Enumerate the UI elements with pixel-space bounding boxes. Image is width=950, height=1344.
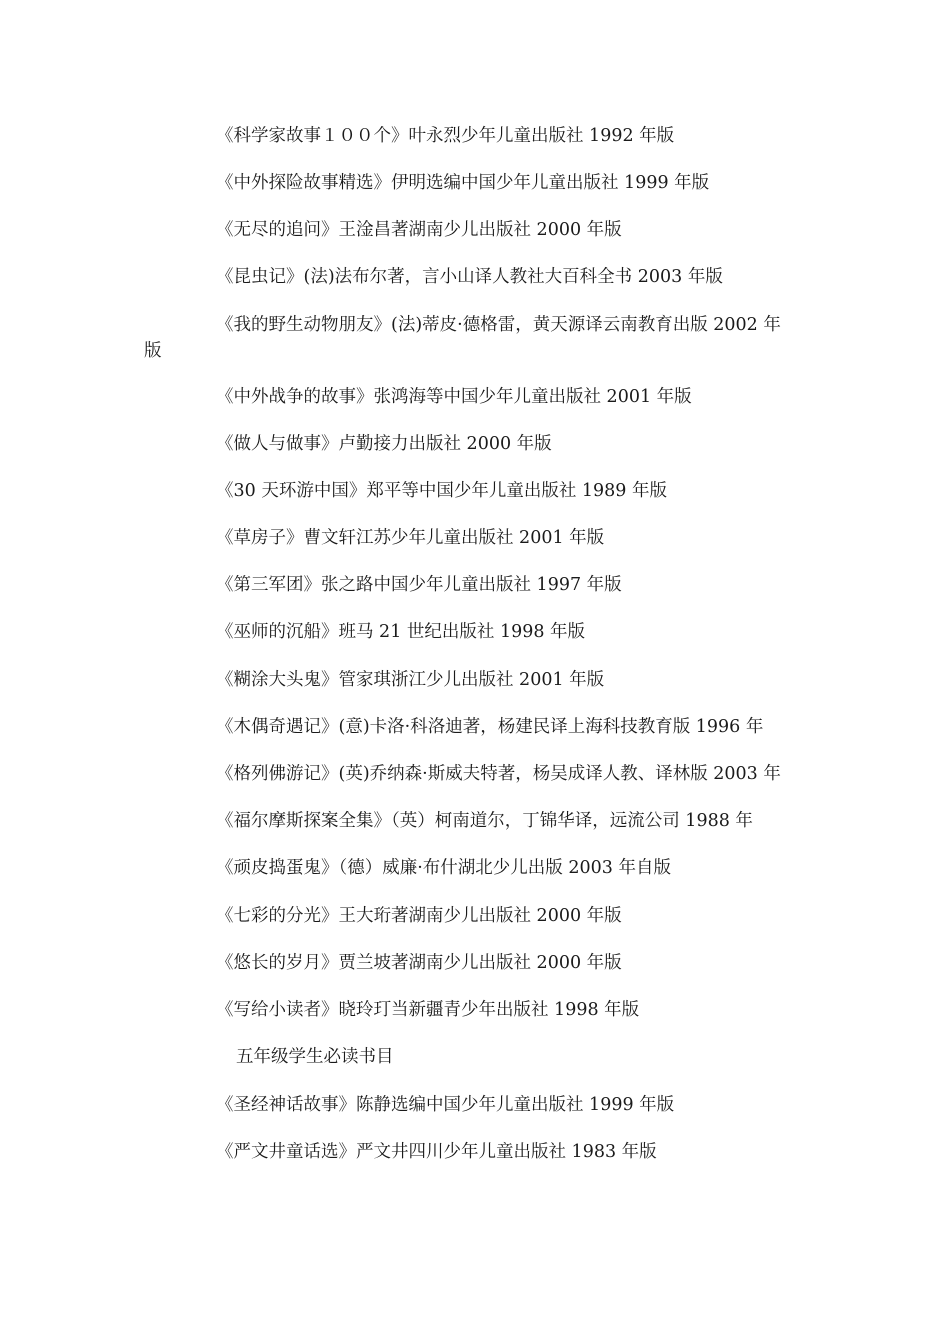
book-entry: 《科学家故事１００个》叶永烈少年儿童出版社 1992 年版 xyxy=(216,126,675,146)
book-entry: 《我的野生动物朋友》(法)蒂皮·德格雷，黄天源译云南教育出版 2002 年 xyxy=(216,315,781,335)
book-entry: 《七彩的分光》王大珩著湖南少儿出版社 2000 年版 xyxy=(216,906,622,926)
book-entry: 《糊涂大头鬼》管家琪浙江少儿出版社 2001 年版 xyxy=(216,670,605,690)
book-entry: 《格列佛游记》(英)乔纳森·斯威夫特著，杨吴成译人教、译林版 2003 年 xyxy=(216,764,781,784)
book-entry: 《30 天环游中国》郑平等中国少年儿童出版社 1989 年版 xyxy=(216,481,667,501)
book-entry: 《草房子》曹文轩江苏少年儿童出版社 2001 年版 xyxy=(216,528,605,548)
book-entry: 《福尔摩斯探案全集》（英）柯南道尔，丁锦华译，远流公司 1988 年 xyxy=(216,811,753,831)
book-entry: 《巫师的沉船》班马 21 世纪出版社 1998 年版 xyxy=(216,622,586,642)
book-entry: 《悠长的岁月》贾兰坡著湖南少儿出版社 2000 年版 xyxy=(216,953,622,973)
book-entry: 《写给小读者》晓玲玎当新疆青少年出版社 1998 年版 xyxy=(216,1000,640,1020)
book-entry-continuation: 版 xyxy=(144,341,162,361)
book-entry: 《顽皮捣蛋鬼》（德）威廉·布什湖北少儿出版 2003 年自版 xyxy=(216,858,671,878)
book-entry: 《木偶奇遇记》(意)卡洛·科洛迪著，杨建民译上海科技教育版 1996 年 xyxy=(216,717,764,737)
book-entry: 《中外战争的故事》张鸿海等中国少年儿童出版社 2001 年版 xyxy=(216,387,692,407)
book-entry: 《做人与做事》卢勤接力出版社 2000 年版 xyxy=(216,434,552,454)
book-entry: 《圣经神话故事》陈静选编中国少年儿童出版社 1999 年版 xyxy=(216,1095,675,1115)
book-entry: 《中外探险故事精选》伊明选编中国少年儿童出版社 1999 年版 xyxy=(216,173,710,193)
book-entry: 《昆虫记》(法)法布尔著，言小山译人教社大百科全书 2003 年版 xyxy=(216,267,723,287)
book-entry: 《严文井童话选》严文井四川少年儿童出版社 1983 年版 xyxy=(216,1142,657,1162)
book-entry: 《无尽的追问》王淦昌著湖南少儿出版社 2000 年版 xyxy=(216,220,622,240)
book-entry: 《第三军团》张之路中国少年儿童出版社 1997 年版 xyxy=(216,575,622,595)
section-heading: 五年级学生必读书目 xyxy=(236,1047,394,1067)
